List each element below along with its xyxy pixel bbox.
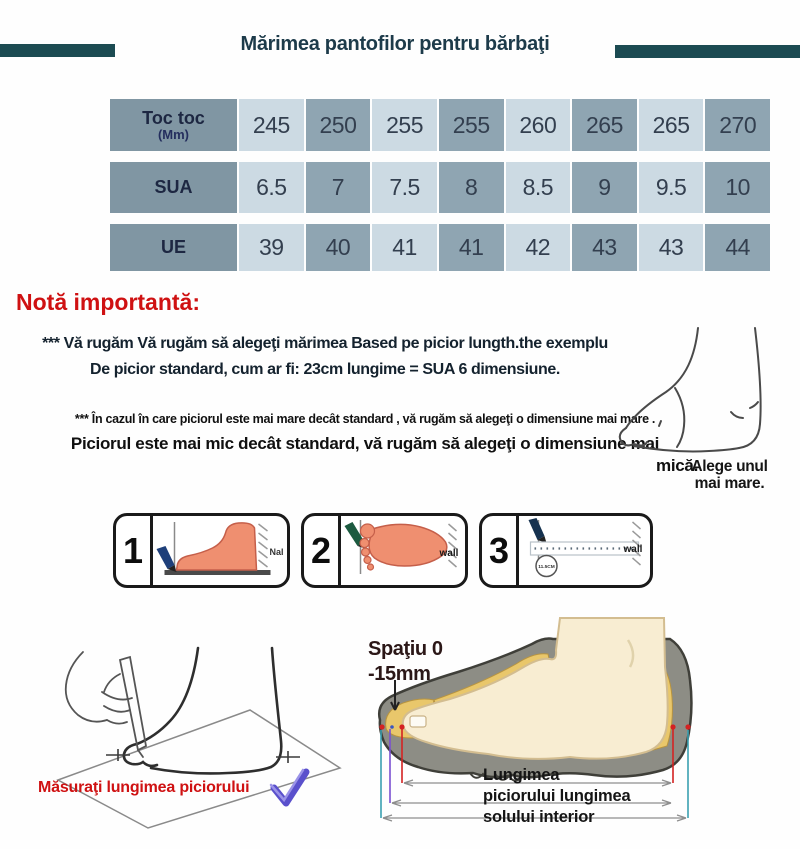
size-cell: 7.5 [372,162,437,213]
size-cell: 260 [506,99,571,151]
size-cell: 43 [639,224,704,271]
size-cell: 6.5 [239,162,304,213]
size-cell: 41 [439,224,504,271]
measuring-steps [113,513,653,588]
size-cell: 255 [372,99,437,151]
size-cell: 265 [572,99,637,151]
pencil-icon [120,657,146,750]
note-paragraph-1: *** Vă rugăm Vă rugăm să alegeţi mărimea Based pe picior lungth.the exemplu De picior standard, cum ar fi: 23cm lungime = SUA 6 dimensiune. [42,335,608,378]
size-cell: 39 [239,224,304,271]
sole-line [634,446,739,451]
size-table-row-label: UE [110,224,237,271]
page-title: Mărimea pantofilor pentru bărbaţi [240,33,550,55]
size-cell: 265 [639,99,704,151]
size-cell: 10 [705,162,770,213]
measure-circle-label: 11.5CM [538,565,555,570]
size-cell: 8 [439,162,504,213]
wall-label: Nal [269,547,284,557]
size-table-row-label: Toc toc (Mm) [110,99,237,151]
paper-sheet [58,710,340,828]
length-label: Lungimea piciorului lungimea solului interior [483,766,631,826]
toes-line [620,428,647,446]
size-cell: 255 [439,99,504,151]
size-cell: 245 [239,99,304,151]
step-3-illustration [519,516,650,579]
size-cell: 7 [306,162,371,213]
size-cell: 8.5 [506,162,571,213]
size-table-row-label: SUA [110,162,237,213]
foot-outline [124,648,281,773]
hand-with-pen [66,652,146,757]
leg-front-line [626,328,698,428]
step-number: 2 [304,516,341,585]
measure-caption: Măsuraţi lungimea piciorului [38,779,250,796]
pen-icon [529,518,545,540]
wall-hatch [449,524,457,567]
title-left-bar [0,44,115,57]
note-paragraph-2: *** În cazul în care piciorul este mai mare decât standard , vă rugăm să alegeţi o dimensiune mai mare . Piciorul este mai mic decât standard, vă rugăm să alegeţi o dimensiune mai mică. [70,412,698,475]
size-cell: 42 [506,224,571,271]
title-right-bar [615,45,800,58]
foot-tracing-sketch [8,622,353,837]
size-cell: 44 [705,224,770,271]
size-cell: 43 [572,224,637,271]
step-1-panel [113,513,290,588]
toenail [410,716,426,727]
foot-side-sketch [613,320,798,465]
step-number: 1 [116,516,153,585]
space-label: Spaţiu 0 -15mm [368,638,443,685]
step-1-illustration [153,516,287,579]
important-note-heading: Notă importantă: [16,289,200,315]
wall-label: wall [439,548,459,559]
size-cell: 41 [372,224,437,271]
alege-caption: Alege unul mai mare. [691,458,768,492]
foot-top-illustration [369,524,447,566]
size-cell: 40 [306,224,371,271]
wall-label: wall [623,544,643,555]
step-3-panel [479,513,653,588]
size-table [110,99,770,271]
step-number: 3 [482,516,519,585]
step-2-panel [301,513,468,588]
size-cell: 250 [306,99,371,151]
foot-side-illustration [177,523,257,570]
size-cell: 9 [572,162,637,213]
size-cell: 9.5 [639,162,704,213]
instep-measuring-band [675,388,684,447]
step-2-illustration [341,516,465,579]
wall-hatch [259,524,268,567]
size-cell: 270 [705,99,770,151]
leg-back-line [739,328,761,448]
pen-icon [157,546,175,569]
